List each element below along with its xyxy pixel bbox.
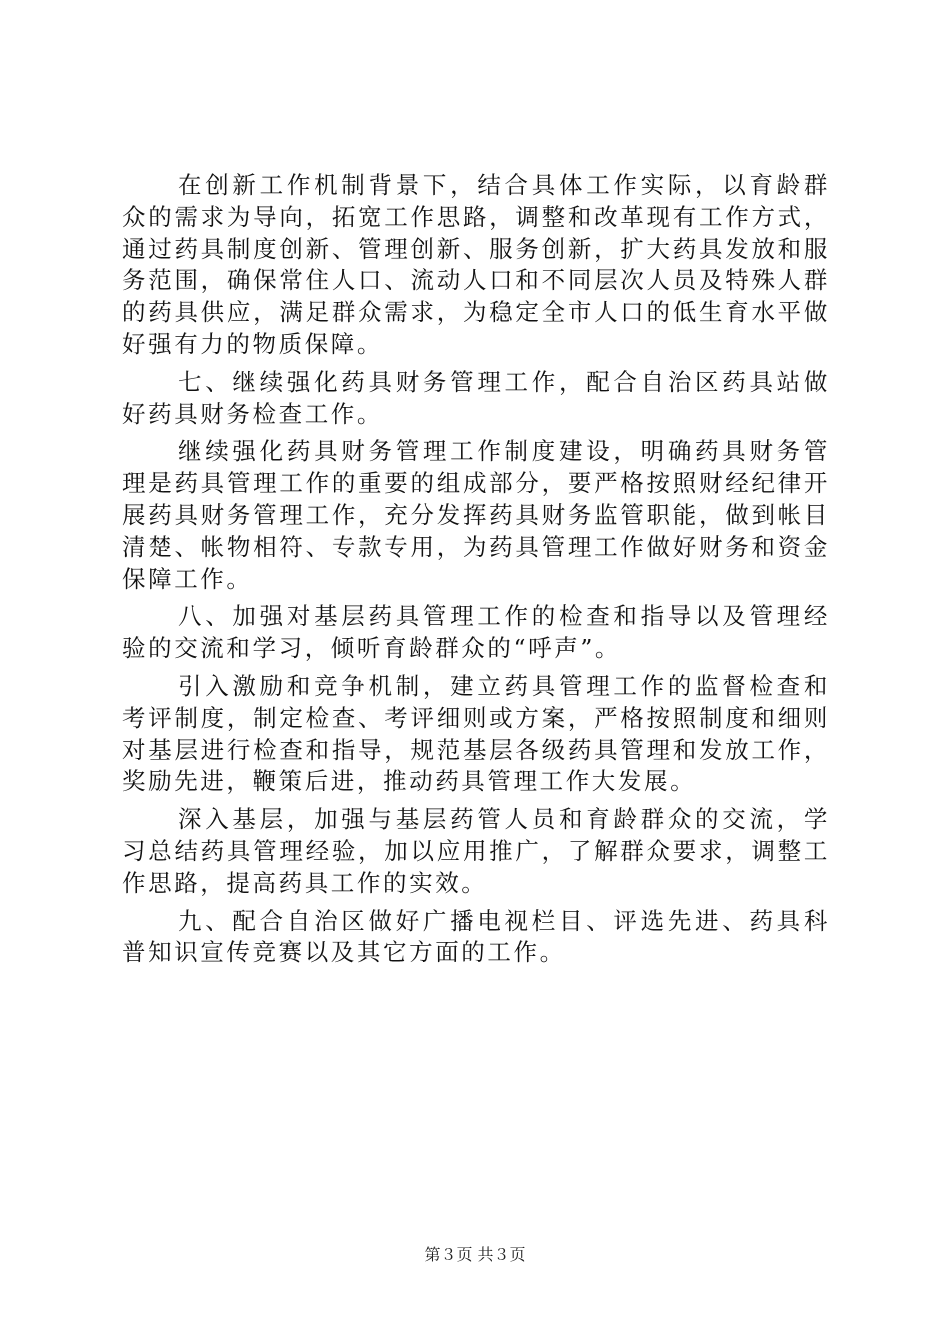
section-heading-nine: 九、配合自治区做好广播电视栏目、评选先进、药具科普知识宣传竞赛以及其它方面的工作。 [122,906,830,967]
paragraph-finance: 继续强化药具财务管理工作制度建设，明确药具财务管理是药具管理工作的重要的组成部分，要严格按照财经纪律开展药具财务管理工作，充分发挥药具财务监管职能，做到帐目清楚、帐物相符、专款专用，为药具管理工作做好财务和资金保障工作。 [122,437,830,593]
page-footer [0,1245,950,1265]
document-body [122,170,830,975]
paragraph-intro: 在创新工作机制背景下，结合具体工作实际，以育龄群众的需求为导向，拓宽工作思路，调整和改革现有工作方式，通过药具制度创新、管理创新、服务创新，扩大药具发放和服务范围，确保常住人口、流动人口和不同层次人员及特殊人群的药具供应，满足群众需求，为稳定全市人口的低生育水平做好强有力的物质保障。 [122,171,830,358]
section-heading-eight: 八、加强对基层药具管理工作的检查和指导以及管理经验的交流和学习，倾听育龄群众的“呼声”。 [122,602,830,663]
page-number: 第３页 [424,1245,473,1264]
paragraph-grassroots: 深入基层，加强与基层药管人员和育龄群众的交流，学习总结药具管理经验，加以应用推广，了解群众要求，调整工作思路，提高药具工作的实效。 [122,805,830,897]
paragraph-incentive: 引入激励和竞争机制，建立药具管理工作的监督检查和考评制度，制定检查、考评细则或方案，严格按照制度和细则对基层进行检查和指导，规范基层各级药具管理和发放工作，奖励先进，鞭策后进，推动药具管理工作大发展。 [122,671,830,796]
section-heading-seven: 七、继续强化药具财务管理工作，配合自治区药具站做好药具财务检查工作。 [122,367,830,428]
page-total: 共３页 [477,1245,526,1264]
